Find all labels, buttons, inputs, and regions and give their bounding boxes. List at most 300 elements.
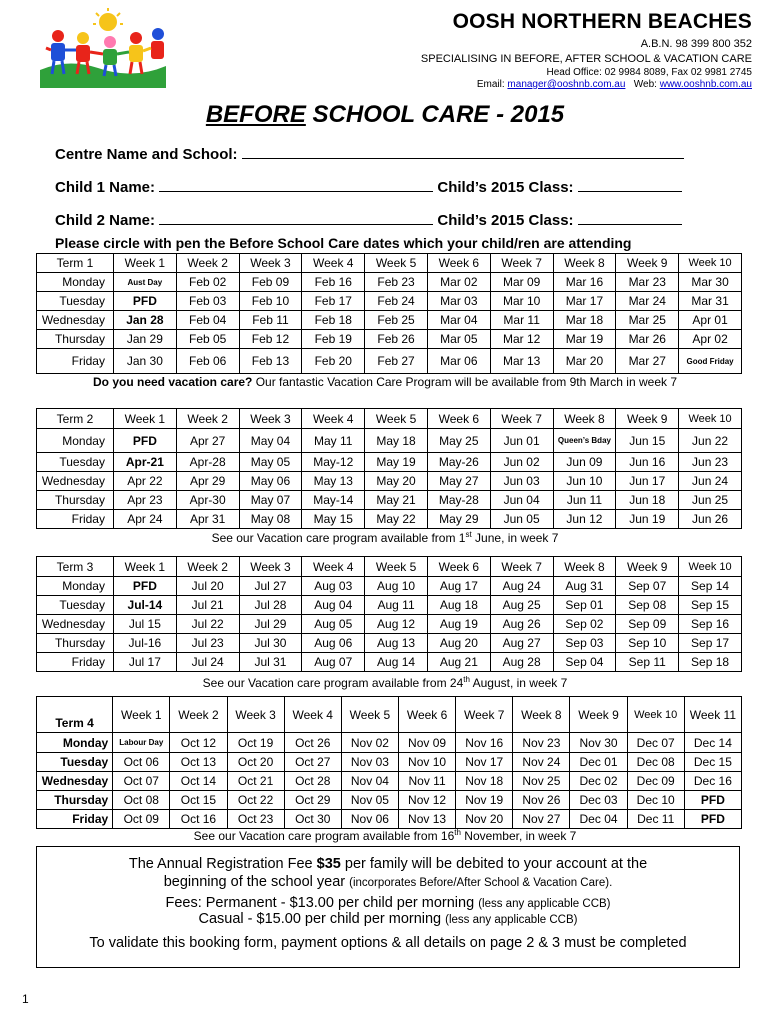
week-header: Week 2 [176,409,239,429]
date-cell[interactable]: Jul 29 [239,615,302,634]
date-cell[interactable]: Mar 16 [553,273,616,292]
date-cell[interactable]: Jun 09 [553,453,616,472]
date-cell[interactable]: Aug 21 [427,653,490,672]
week-header: Week 7 [490,557,553,577]
table-row [37,429,742,453]
date-cell[interactable]: Apr 31 [176,510,239,529]
date-cell[interactable]: Sep 02 [553,615,616,634]
date-cell[interactable]: Dec 03 [570,791,627,810]
date-cell[interactable]: Apr 24 [113,510,176,529]
date-cell[interactable]: Sep 16 [679,615,742,634]
date-cell[interactable]: Jul 17 [113,653,176,672]
date-cell[interactable]: Jun 02 [490,453,553,472]
date-cell[interactable]: Feb 16 [302,273,365,292]
title-before: BEFORE [205,101,306,128]
date-cell[interactable]: Apr 01 [679,311,742,330]
date-cell[interactable]: Sep 01 [553,596,616,615]
date-cell[interactable]: Mar 20 [553,349,616,374]
date-cell[interactable]: Feb 27 [365,349,428,374]
date-cell[interactable]: Nov 16 [456,733,513,753]
date-cell[interactable]: Feb 13 [239,349,302,374]
sun-icon [93,8,123,31]
week-header: Week 2 [170,697,227,733]
date-cell[interactable]: Oct 22 [227,791,284,810]
date-cell[interactable]: Jun 10 [553,472,616,491]
date-cell[interactable]: Jul 15 [113,615,176,634]
date-cell[interactable]: Feb 19 [302,330,365,349]
date-cell[interactable]: Mar 03 [427,292,490,311]
date-cell[interactable]: Aug 06 [302,634,365,653]
week-header: Week 7 [490,254,553,273]
week-header: Week 6 [427,254,490,273]
date-cell[interactable]: Aug 20 [427,634,490,653]
validation-note: To validate this booking form, payment options & all details on page 2 & 3 must be completed [89,935,687,951]
date-cell[interactable]: Aug 27 [490,634,553,653]
date-cell[interactable]: Jun 23 [679,453,742,472]
date-cell[interactable]: PFD [684,810,741,829]
date-cell[interactable]: Jul 23 [176,634,239,653]
day-label: Tuesday [37,453,114,472]
date-cell[interactable]: Apr 22 [113,472,176,491]
date-cell[interactable]: Jul-14 [113,596,176,615]
reg-fee-line2-note: (incorporates Before/After School & Vacation Care). [349,877,613,889]
reg-fee-text: The Annual Registration Fee [128,856,317,872]
table-row [37,577,742,596]
date-cell[interactable]: Apr 23 [113,491,176,510]
table-row [37,472,742,491]
date-cell[interactable]: Jun 15 [616,429,679,453]
date-cell[interactable]: Jan 29 [113,330,176,349]
term-header-row [37,409,742,429]
date-cell[interactable]: Nov 03 [341,753,398,772]
date-cell[interactable]: Aug 03 [302,577,365,596]
date-cell[interactable]: Nov 26 [513,791,570,810]
date-cell[interactable]: Dec 15 [684,753,741,772]
date-cell[interactable]: Jul 27 [239,577,302,596]
term-1-table [36,253,742,374]
date-cell[interactable]: Oct 12 [170,733,227,753]
date-cell[interactable]: Feb 25 [365,311,428,330]
term-header-row [37,697,742,733]
day-label: Monday [37,733,113,753]
date-cell[interactable]: PFD [113,429,176,453]
web-link[interactable]: www.ooshnb.com.au [659,79,752,90]
note2-text-end: June, in week 7 [471,531,559,545]
date-cell[interactable]: Nov 02 [341,733,398,753]
date-cell[interactable]: Jun 17 [616,472,679,491]
week-header: Week 5 [365,254,428,273]
date-cell[interactable]: Nov 23 [513,733,570,753]
date-cell[interactable]: Sep 03 [553,634,616,653]
date-cell[interactable]: Mar 24 [616,292,679,311]
child2-name-field[interactable] [159,211,433,225]
date-cell[interactable]: Apr-21 [113,453,176,472]
document-title [0,101,770,129]
casual-fee-note: (less any applicable CCB) [445,914,578,926]
date-cell[interactable]: Jun 05 [490,510,553,529]
date-cell[interactable]: Aug 31 [553,577,616,596]
date-cell[interactable]: Nov 25 [513,772,570,791]
date-cell[interactable]: May 19 [365,453,428,472]
date-cell[interactable]: Feb 20 [302,349,365,374]
date-cell[interactable]: Feb 18 [302,311,365,330]
date-cell[interactable]: Feb 09 [239,273,302,292]
casual-fee-line [37,911,739,927]
date-cell[interactable]: Mar 06 [427,349,490,374]
date-cell[interactable]: Oct 14 [170,772,227,791]
table-row [37,273,742,292]
table-row [37,772,742,791]
date-cell[interactable]: May 29 [427,510,490,529]
date-cell[interactable]: Mar 26 [616,330,679,349]
week-header: Week 3 [239,409,302,429]
week-header: Week 2 [176,557,239,577]
week-header: Week 8 [513,697,570,733]
date-cell[interactable]: Aug 12 [365,615,428,634]
date-cell[interactable]: Oct 15 [170,791,227,810]
date-cell[interactable]: Apr-28 [176,453,239,472]
date-cell[interactable]: Mar 04 [427,311,490,330]
date-cell[interactable]: Aug 28 [490,653,553,672]
date-cell[interactable]: May 06 [239,472,302,491]
date-cell[interactable]: Mar 13 [490,349,553,374]
date-cell[interactable]: Jul 20 [176,577,239,596]
date-cell[interactable]: Apr 29 [176,472,239,491]
date-cell[interactable]: Oct 06 [113,753,170,772]
date-cell[interactable]: Dec 09 [627,772,684,791]
date-cell[interactable]: Feb 11 [239,311,302,330]
date-cell[interactable]: Oct 09 [113,810,170,829]
date-cell[interactable]: Dec 07 [627,733,684,753]
date-cell[interactable]: Mar 02 [427,273,490,292]
date-cell[interactable]: Oct 30 [284,810,341,829]
term-header-row [37,254,742,273]
date-cell[interactable]: Mar 12 [490,330,553,349]
date-cell[interactable]: Feb 10 [239,292,302,311]
holiday-cell: Labour Day [113,733,170,753]
date-cell[interactable]: Dec 10 [627,791,684,810]
table-row [37,292,742,311]
date-cell[interactable]: Aug 19 [427,615,490,634]
table-row [37,349,742,374]
date-cell[interactable]: Feb 04 [176,311,239,330]
date-cell[interactable]: Feb 23 [365,273,428,292]
date-cell[interactable]: Sep 17 [679,634,742,653]
day-label: Tuesday [37,596,114,615]
date-cell[interactable]: Jul 31 [239,653,302,672]
web-label: Web: [633,79,657,90]
contact-line [477,79,752,90]
week-header: Week 11 [684,697,741,733]
date-cell[interactable]: Oct 08 [113,791,170,810]
note4-sup: th [454,828,461,837]
date-cell[interactable]: Nov 24 [513,753,570,772]
date-cell[interactable]: May 07 [239,491,302,510]
date-cell[interactable]: May 21 [365,491,428,510]
date-cell[interactable]: Nov 04 [341,772,398,791]
date-cell[interactable]: Dec 14 [684,733,741,753]
date-cell[interactable]: Sep 07 [616,577,679,596]
date-cell[interactable]: Aug 14 [365,653,428,672]
day-label: Tuesday [37,753,113,772]
date-cell[interactable]: Jun 22 [679,429,742,453]
date-cell[interactable]: Nov 30 [570,733,627,753]
casual-fee-text: Casual - $15.00 per child per morning [198,911,446,927]
date-cell[interactable]: Feb 05 [176,330,239,349]
date-cell[interactable]: Sep 14 [679,577,742,596]
day-label: Friday [37,349,114,374]
child2-row [55,211,682,229]
date-cell[interactable]: May 11 [302,429,365,453]
date-cell[interactable]: May-28 [427,491,490,510]
date-cell[interactable]: Nov 12 [398,791,455,810]
date-cell[interactable]: Nov 20 [456,810,513,829]
date-cell[interactable]: Mar 25 [616,311,679,330]
permanent-fee-text: Fees: Permanent - $13.00 per child per morning [165,895,479,911]
term-3-table [36,556,742,672]
date-cell[interactable]: Dec 04 [570,810,627,829]
week-header: Week 6 [427,557,490,577]
date-cell[interactable]: Jul-16 [113,634,176,653]
date-cell[interactable]: Nov 05 [341,791,398,810]
date-cell[interactable]: Feb 17 [302,292,365,311]
date-cell[interactable]: Feb 12 [239,330,302,349]
date-cell[interactable]: Aug 24 [490,577,553,596]
date-cell[interactable]: May 05 [239,453,302,472]
date-cell[interactable]: May-12 [302,453,365,472]
date-cell[interactable]: Nov 11 [398,772,455,791]
date-cell[interactable]: Mar 05 [427,330,490,349]
head-office-phone: Head Office: 02 9984 8089, Fax 02 9981 2745 [546,67,752,78]
date-cell[interactable]: Sep 08 [616,596,679,615]
date-cell[interactable]: Aug 18 [427,596,490,615]
date-cell[interactable]: Jan 28 [113,311,176,330]
week-header: Week 6 [398,697,455,733]
date-cell[interactable]: Oct 27 [284,753,341,772]
date-cell[interactable]: May 04 [239,429,302,453]
date-cell[interactable]: Oct 29 [284,791,341,810]
abn-number: A.B.N. 98 399 800 352 [640,38,752,50]
date-cell[interactable]: Nov 27 [513,810,570,829]
table-row [37,596,742,615]
vacation-care-note-term-2 [0,530,770,545]
date-cell[interactable]: Apr 02 [679,330,742,349]
date-cell[interactable]: Jun 11 [553,491,616,510]
date-cell[interactable]: Oct 20 [227,753,284,772]
week-header: Week 9 [616,409,679,429]
date-cell[interactable]: Aug 26 [490,615,553,634]
date-cell[interactable]: Nov 18 [456,772,513,791]
date-cell[interactable]: Mar 18 [553,311,616,330]
week-header: Week 8 [553,254,616,273]
date-cell[interactable]: Mar 23 [616,273,679,292]
note2-sup: st [465,530,472,539]
date-cell[interactable]: Mar 11 [490,311,553,330]
date-cell[interactable]: Nov 10 [398,753,455,772]
week-header: Week 2 [176,254,239,273]
date-cell[interactable]: Nov 09 [398,733,455,753]
date-cell[interactable]: Mar 19 [553,330,616,349]
date-cell[interactable]: May-26 [427,453,490,472]
date-cell[interactable]: Aug 11 [365,596,428,615]
term-2-table [36,408,742,529]
vacation-care-note-term-1 [0,375,770,389]
date-cell[interactable]: PFD [113,577,176,596]
permanent-fee-line [37,895,739,911]
day-label: Monday [37,429,114,453]
date-cell[interactable]: May 20 [365,472,428,491]
date-cell[interactable]: PFD [684,791,741,810]
table-row [37,753,742,772]
date-cell[interactable]: Jul 22 [176,615,239,634]
date-cell[interactable]: Aug 07 [302,653,365,672]
day-label: Wednesday [37,311,114,330]
date-cell[interactable]: Oct 28 [284,772,341,791]
date-cell[interactable]: Feb 24 [365,292,428,311]
date-cell[interactable]: Oct 21 [227,772,284,791]
date-cell[interactable]: Oct 23 [227,810,284,829]
date-cell[interactable]: Jul 28 [239,596,302,615]
date-cell[interactable]: Oct 07 [113,772,170,791]
date-cell[interactable]: Mar 17 [553,292,616,311]
child1-name-field[interactable] [159,178,433,192]
date-cell[interactable]: Aug 05 [302,615,365,634]
date-cell[interactable]: Jun 25 [679,491,742,510]
date-cell[interactable]: Feb 03 [176,292,239,311]
vacation-care-note-term-4 [0,828,770,843]
date-cell[interactable]: Mar 30 [679,273,742,292]
page-number: 1 [22,992,29,1006]
holiday-cell: Good Friday [679,349,742,374]
date-cell[interactable]: Jul 30 [239,634,302,653]
date-cell[interactable]: May 13 [302,472,365,491]
date-cell[interactable]: Sep 15 [679,596,742,615]
child1-name-label: Child 1 Name: [55,179,156,196]
date-cell[interactable]: Mar 27 [616,349,679,374]
title-rest: SCHOOL CARE - 2015 [305,101,565,128]
reg-fee-amount: $35 [316,856,341,872]
date-cell[interactable]: Nov 06 [341,810,398,829]
table-row [37,615,742,634]
date-cell[interactable]: May 25 [427,429,490,453]
date-cell[interactable]: May 22 [365,510,428,529]
date-cell[interactable]: Dec 16 [684,772,741,791]
note4-text-end: November, in week 7 [460,829,577,843]
child2-name-label: Child 2 Name: [55,212,156,229]
date-cell[interactable]: Oct 16 [170,810,227,829]
date-cell[interactable]: Dec 01 [570,753,627,772]
date-cell[interactable]: Jun 18 [616,491,679,510]
date-cell[interactable]: Nov 19 [456,791,513,810]
week-header: Week 10 [627,697,684,733]
child2-class-label: Child’s 2015 Class: [437,212,574,229]
date-cell[interactable]: Dec 02 [570,772,627,791]
date-cell[interactable]: Aug 25 [490,596,553,615]
date-cell[interactable]: Mar 10 [490,292,553,311]
week-header: Week 9 [570,697,627,733]
date-cell[interactable]: Sep 18 [679,653,742,672]
date-cell[interactable]: May 15 [302,510,365,529]
date-cell[interactable]: Jun 04 [490,491,553,510]
fees-info-box [36,846,740,968]
table-row [37,330,742,349]
date-cell[interactable]: Apr 27 [176,429,239,453]
centre-name-field[interactable] [242,145,684,159]
child2-class-field[interactable] [578,211,682,225]
date-cell[interactable]: Dec 08 [627,753,684,772]
week-header: Week 5 [365,557,428,577]
oosh-logo [38,8,168,88]
date-cell[interactable]: Feb 06 [176,349,239,374]
term-label: Term 2 [37,409,114,429]
date-cell[interactable]: Sep 04 [553,653,616,672]
date-cell[interactable]: Aug 10 [365,577,428,596]
table-row [37,311,742,330]
date-cell[interactable]: Aug 04 [302,596,365,615]
date-cell[interactable]: Jul 24 [176,653,239,672]
date-cell[interactable]: Nov 17 [456,753,513,772]
email-label: Email: [476,79,505,90]
date-cell[interactable]: Jan 30 [113,349,176,374]
week-header: Week 3 [239,557,302,577]
date-cell[interactable]: PFD [113,292,176,311]
note3-text: See our Vacation care program available from 24 [202,676,464,690]
date-cell[interactable]: Jun 19 [616,510,679,529]
date-cell[interactable]: May 08 [239,510,302,529]
table-row [37,634,742,653]
child1-class-field[interactable] [578,178,682,192]
date-cell[interactable]: Oct 19 [227,733,284,753]
date-cell[interactable]: Dec 11 [627,810,684,829]
email-link[interactable]: manager@ooshnb.com.au [507,79,626,90]
date-cell[interactable]: Jun 26 [679,510,742,529]
date-cell[interactable]: Sep 09 [616,615,679,634]
table-row [37,453,742,472]
week-header: Week 10 [679,254,742,273]
date-cell[interactable]: Mar 31 [679,292,742,311]
date-cell[interactable]: May 18 [365,429,428,453]
term-label: Term 4 [37,697,113,733]
date-cell[interactable]: May-14 [302,491,365,510]
date-cell[interactable]: Aug 17 [427,577,490,596]
day-label: Thursday [37,330,114,349]
date-cell[interactable]: Jun 12 [553,510,616,529]
date-cell[interactable]: Jun 24 [679,472,742,491]
date-cell[interactable]: Feb 02 [176,273,239,292]
date-cell[interactable]: Apr-30 [176,491,239,510]
date-cell[interactable]: Oct 13 [170,753,227,772]
date-cell[interactable]: Feb 26 [365,330,428,349]
date-cell[interactable]: May 27 [427,472,490,491]
date-cell[interactable]: Jun 16 [616,453,679,472]
week-header: Week 1 [113,557,176,577]
date-cell[interactable]: Jun 01 [490,429,553,453]
date-cell[interactable]: Sep 10 [616,634,679,653]
date-cell[interactable]: Aug 13 [365,634,428,653]
table-row [37,791,742,810]
week-header: Week 8 [553,557,616,577]
date-cell[interactable]: Mar 09 [490,273,553,292]
instruction-text: Please circle with pen the Before School Care dates which your child/ren are attending [55,235,632,251]
week-header: Week 1 [113,254,176,273]
date-cell[interactable]: Jul 21 [176,596,239,615]
note3-sup: th [463,675,470,684]
date-cell[interactable]: Sep 11 [616,653,679,672]
term-label: Term 1 [37,254,114,273]
date-cell[interactable]: Oct 26 [284,733,341,753]
date-cell[interactable]: Jun 03 [490,472,553,491]
date-cell[interactable]: Nov 13 [398,810,455,829]
